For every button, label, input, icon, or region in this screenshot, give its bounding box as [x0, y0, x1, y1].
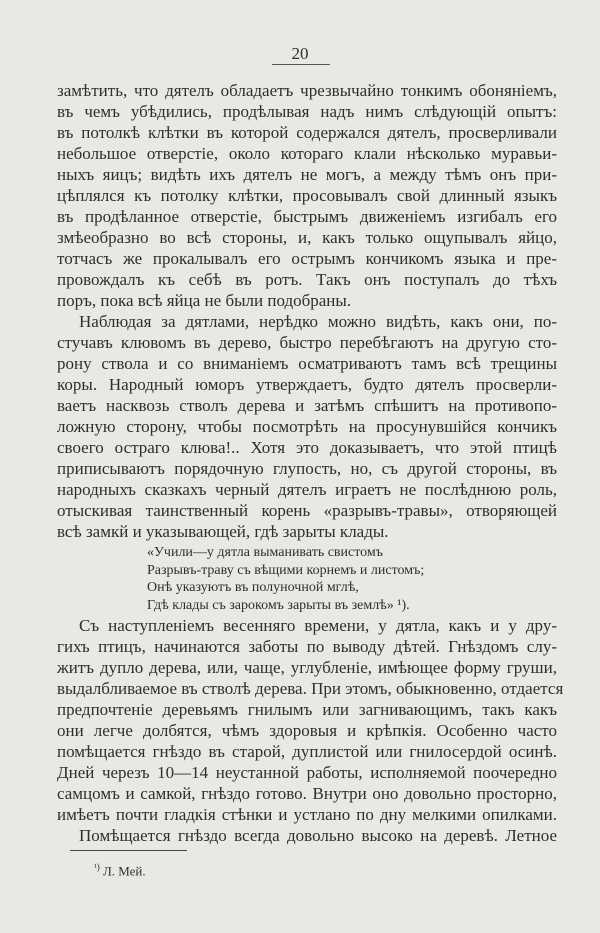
footnote-text: Л. Мей. [102, 863, 146, 879]
text-line: провождалъ къ себѣ въ ротъ. Такъ онъ поступалъ до тѣхъ [57, 270, 557, 289]
text-line: выдалбливаемое въ стволѣ дерева. При этомъ, обыкновенно, отдается [57, 679, 564, 698]
text-line: Дней черезъ 10—14 неустанной работы, исполняемой поочередно [57, 763, 557, 782]
poem-line: Разрывъ-траву съ вѣщими корнемъ и листомъ; [147, 562, 425, 578]
poem-quote [147, 544, 424, 614]
text-line: помѣщается гнѣздо въ старой, дуплистой или гнилосердой осинѣ. [57, 742, 557, 761]
text-line: тотчасъ же прокалывалъ его острымъ кончикомъ языка и пре- [57, 249, 557, 268]
footnote-marker: ¹) [94, 862, 100, 872]
text-line: Помѣщается гнѣздо всегда довольно высоко на деревѣ. Летное [79, 826, 557, 845]
body-text-2 [57, 615, 564, 846]
footnote-rule [70, 850, 187, 851]
text-line: цѣплялся къ потолку клѣтки, просовывалъ свой длинный языкъ [57, 186, 557, 205]
text-line: въ чемъ убѣдились, продѣлывая надъ нимъ слѣдующій опытъ: [57, 102, 557, 121]
text-line: они легче долбятся, чѣмъ здоровыя и крѣпкія. Особенно часто [57, 721, 557, 740]
text-line: Съ наступленіемъ весенняго времени, у дятла, какъ и у дру- [79, 616, 557, 635]
poem-line: «Учили—у дятла выманивать свистомъ [147, 545, 384, 560]
text-line: рону ствола и со вниманіемъ осматриваютъ тамъ всѣ трещины [57, 354, 557, 373]
text-line: въ продѣланное отверстіе, быстрымъ движеніемъ изгибалъ его [57, 207, 557, 226]
text-line: въ потолкѣ клѣтки въ которой содержался дятелъ, просверливали [57, 123, 557, 142]
text-line: предпочтеніе деревьямъ гнилымъ или загнивающимъ, такъ какъ [57, 700, 557, 719]
text-line: стучавъ клювомъ въ дерево, быстро перебѣгаютъ на другую сто- [57, 333, 557, 352]
text-line: небольшое отверстіе, около котораго клали нѣсколько муравьи- [57, 144, 557, 163]
body-text [57, 80, 557, 542]
page-number-rule [272, 64, 330, 65]
text-line: имѣетъ почти гладкія стѣнки и устлано по дну мелкими опилками. [57, 805, 557, 824]
poem-line: Онѣ указуютъ въ полуночной мглѣ, [147, 580, 359, 595]
poem-line: Гдѣ клады съ зарокомъ зарыты въ землѣ» ¹). [147, 597, 410, 613]
page-number: 20 [291, 44, 309, 63]
footnote [94, 862, 146, 879]
text-line: Наблюдая за дятлами, нерѣдко можно видѣть, какъ они, по- [79, 312, 557, 331]
text-line: ныхъ яицъ; видѣть ихъ дятелъ не могъ, а между тѣмъ онъ при- [57, 165, 557, 184]
text-line: житъ дупло дерева, или, чаще, углубленіе, имѣющее форму груши, [57, 658, 557, 677]
text-line: самцомъ и самкой, гнѣздо готово. Внутри оно довольно просторно, [57, 784, 557, 803]
text-line: замѣтить, что дятелъ обладаетъ чрезвычайно тонкимъ обоняніемъ, [57, 81, 557, 100]
text-line: своего остраго клюва!.. Хотя это доказываетъ, что этой птицѣ [57, 438, 557, 457]
text-line: коры. Народный юморъ утверждаетъ, будто дятелъ просверли- [57, 375, 557, 394]
text-line: приписываютъ порядочную глупость, но, съ другой стороны, въ [57, 459, 557, 478]
text-line: ваетъ насквозь стволъ дерева и затѣмъ спѣшитъ на противопо- [57, 396, 557, 415]
text-line: поръ, пока всѣ яйца не были подобраны. [57, 291, 352, 310]
text-line: змѣеобразно во всѣ стороны, и, какъ только ощупывалъ яйцо, [57, 228, 557, 247]
text-line: ложную сторону, чтобы посмотрѣть на просунувшійся кончикъ [57, 417, 557, 436]
text-line: гихъ птицъ, начинаются заботы по выводу дѣтей. Гнѣздомъ слу- [57, 637, 557, 656]
text-line: народныхъ сказкахъ черный дятелъ играетъ не послѣднюю роль, [57, 480, 557, 499]
text-line: всѣ замкй и указывающей, гдѣ зарыты клады. [57, 522, 389, 541]
text-line: отыскивая таинственный корень «разрывъ-травы», отворяющей [57, 501, 557, 520]
